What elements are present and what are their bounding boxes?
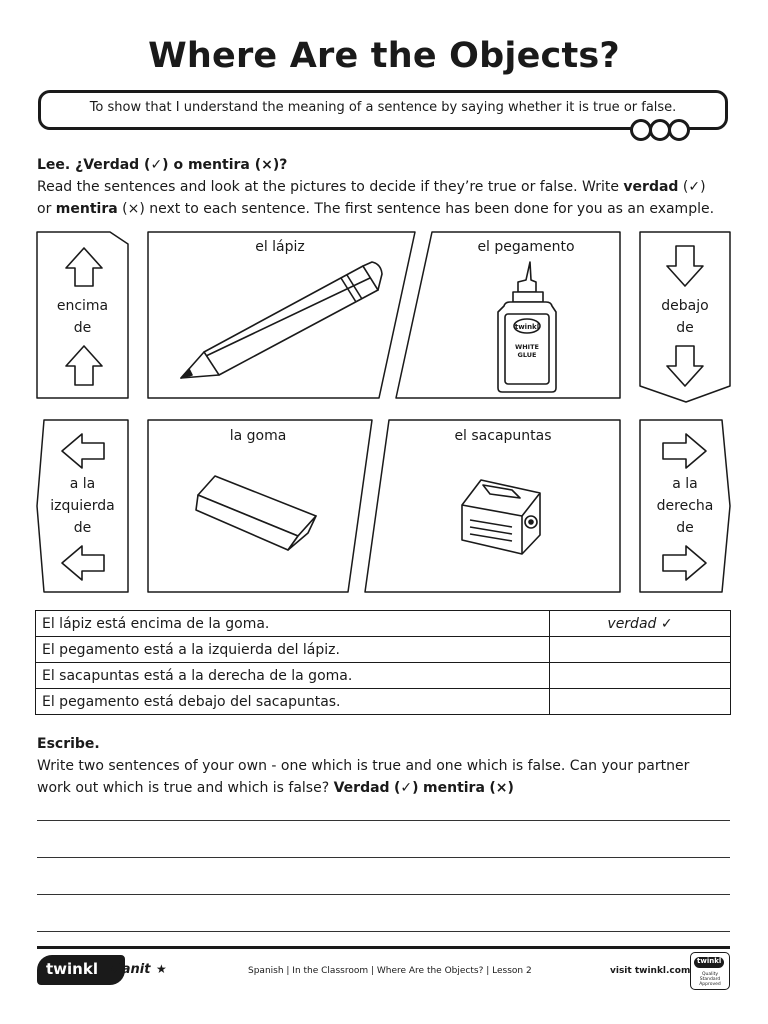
verdad-word: Verdad [333, 780, 390, 796]
derecha-label: a la derecha de [656, 476, 714, 536]
writing-line[interactable] [37, 931, 730, 932]
footer-breadcrumb: Spanish | In the Classroom | Where Are the Objects? | Lesson 2 [248, 966, 532, 976]
glue-label-2: GLUE [517, 351, 537, 359]
up-arrow-icon [66, 248, 102, 286]
escribe-heading: Escribe. [37, 736, 100, 752]
objective-text: To show that I understand the meaning of a sentence by saying whether it is true or false. [89, 100, 677, 115]
pegamento-label: el pegamento [477, 239, 575, 255]
star-icon: ★ [156, 962, 167, 976]
eraser-icon [196, 476, 316, 550]
mentira-word: mentira [55, 201, 118, 217]
glue-brand: twinkl [514, 323, 540, 331]
answer-cell[interactable]: verdad ✓ [550, 611, 731, 637]
up-arrow-icon [66, 346, 102, 385]
down-arrow-icon [667, 246, 703, 286]
right-arrow-icon [663, 546, 706, 580]
writing-line[interactable] [37, 820, 730, 821]
escribe-text-line2 [37, 777, 737, 799]
visit-link[interactable]: visit twinkl.com [610, 966, 691, 976]
twinkl-logo-text: twinkl [46, 960, 98, 978]
encima-label: encima de [56, 298, 109, 336]
sentence-cell: El sacapuntas está a la derecha de la goma. [36, 663, 550, 689]
mentira-word: mentira [423, 780, 485, 796]
instruction-text: or [37, 201, 56, 217]
sentence-cell: El pegamento está a la izquierda del lápiz. [36, 637, 550, 663]
sentence-cell: El lápiz está encima de la goma. [36, 611, 550, 637]
badge-text: Quality Standard Approved [699, 972, 721, 987]
answer-cell[interactable] [550, 663, 731, 689]
lapiz-label: el lápiz [255, 239, 305, 255]
table-row [36, 663, 731, 689]
left-arrow-icon [62, 434, 104, 468]
planit-logo: planit [108, 962, 151, 977]
cross-symbol: (×) [122, 201, 145, 217]
table-row [36, 637, 731, 663]
izquierda-label: a la izquierda de [50, 476, 115, 536]
instruction-text: Read the sentences and look at the pictures to decide if they’re true or false. Write [37, 179, 624, 195]
table-row [36, 689, 731, 715]
sentence-cell: El pegamento está debajo del sacapuntas. [36, 689, 550, 715]
escribe-text: work out which is true and which is false? [37, 780, 334, 796]
footer-divider [37, 946, 730, 949]
escribe-text-line1: Write two sentences of your own - one which is true and one which is false. Can your partner [37, 758, 690, 774]
badge-logo-text: twinkl [697, 957, 722, 965]
glue-label-1: WHITE [515, 343, 539, 351]
debajo-label: debajo de [661, 298, 709, 336]
left-arrow-icon [62, 546, 104, 580]
tick-symbol: (✓) [394, 780, 419, 796]
pencil-icon [181, 262, 382, 378]
answer-cell[interactable] [550, 689, 731, 715]
verdad-word: verdad [623, 179, 679, 195]
table-row [36, 611, 731, 637]
sharpener-icon [462, 480, 540, 554]
sentences-table [35, 610, 731, 715]
answer-cell[interactable] [550, 637, 731, 663]
writing-line[interactable] [37, 857, 730, 858]
sacapuntas-label: el sacapuntas [454, 428, 552, 444]
writing-line[interactable] [37, 894, 730, 895]
instruction-heading: Lee. ¿Verdad (✓) o mentira (×)? [37, 157, 288, 173]
page-title: Where Are the Objects? [148, 36, 620, 76]
tick-symbol: (✓) [682, 179, 706, 195]
down-arrow-icon [667, 346, 703, 386]
goma-label: la goma [229, 428, 287, 444]
right-arrow-icon [663, 434, 706, 468]
cross-symbol: (×) [489, 780, 514, 796]
instruction-text: next to each sentence. The first sentence has been done for you as an example. [144, 201, 715, 217]
